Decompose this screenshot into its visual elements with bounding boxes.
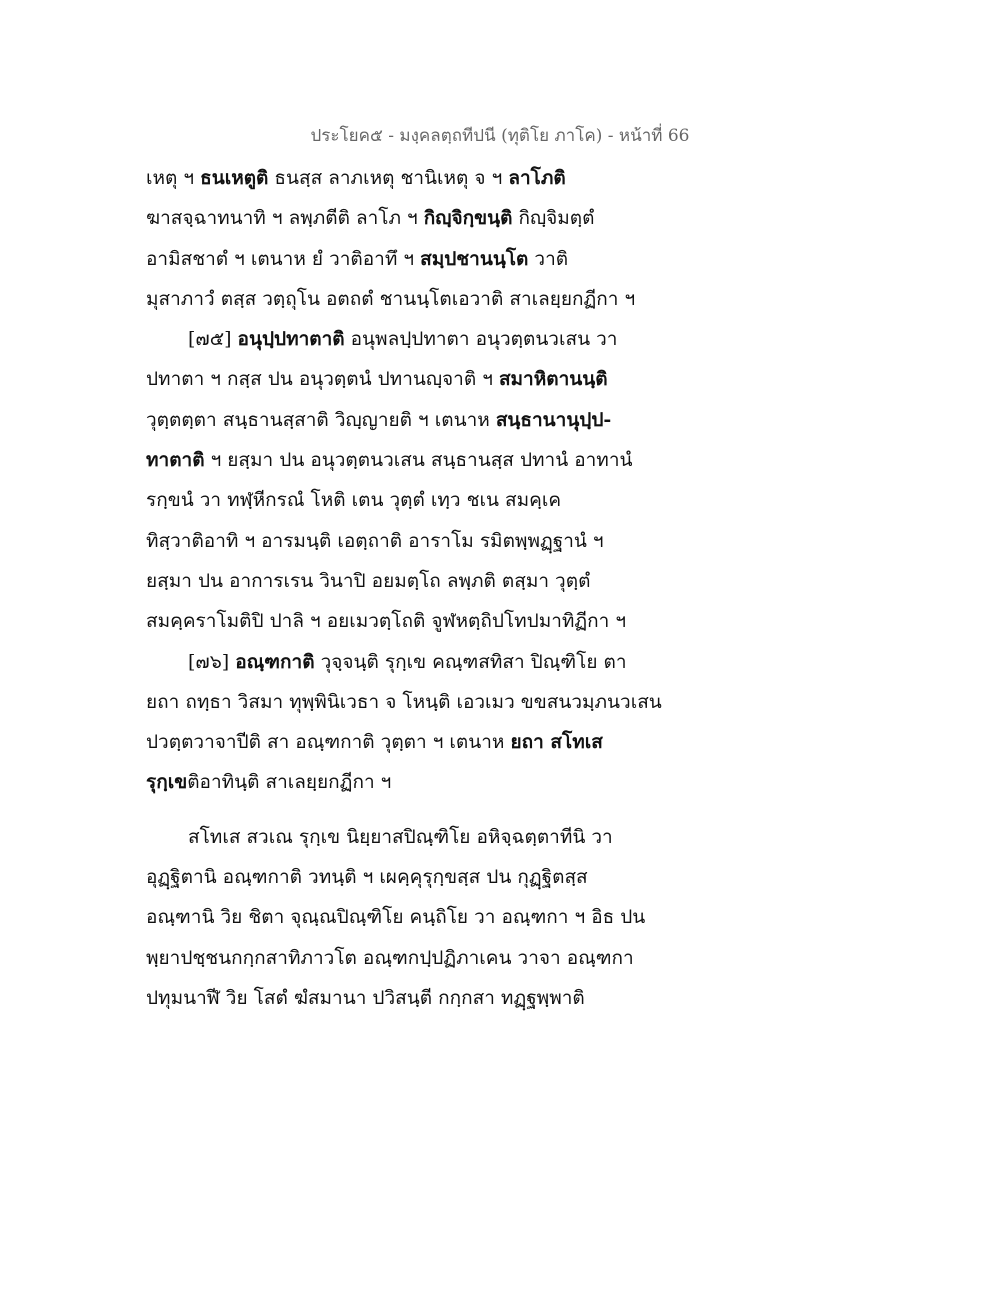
text-segment: ยถา ถทฺธา วิสมา ทุพฺพินิเวธา จ โหนฺติ เอวเมว ขขสนวมฺภนวเสน bbox=[146, 690, 662, 713]
headword: สมาหิตานนฺติ bbox=[498, 368, 608, 391]
running-header: ประโยค๕ - มงฺคลตฺถทีปนี (ทุติโย ภาโค) - หน้าที่ 66 bbox=[310, 126, 690, 146]
text-segment: ยสฺมา ปน อาการเรน วินาปิ อยมตฺโถ ลพฺภติ ตสฺมา วุตฺตํ bbox=[146, 569, 591, 592]
text-segment: ติอาทินฺติ สาเลยฺยกฏีกา ฯ bbox=[187, 771, 392, 794]
headword: สนฺธานานุปฺป- bbox=[495, 408, 612, 431]
text-segment: สโทเส สวเณ รุกฺเข นิยฺยาสปิณฺฑิโย อหิจฺฉตฺตาทีนิ วา bbox=[188, 825, 613, 848]
headword: อนุปฺปทาตาติ bbox=[237, 328, 345, 351]
text-segment: วาติ bbox=[528, 247, 569, 270]
text-segment: อณฺฑานิ วิย ชิตา จุณฺณปิณฺฑิโย คนฺถิโย วา อณฺฑกา ฯ อิธ ปน bbox=[146, 906, 646, 929]
headword: ทาตาติ bbox=[146, 449, 205, 472]
headword: กิญฺจิกฺขนฺติ bbox=[423, 207, 513, 230]
text-segment: ฆาสจฺฉาทนาทิ ฯ ลพฺภตีติ ลาโภ ฯ bbox=[146, 207, 424, 230]
headword: ลาโภติ bbox=[508, 167, 566, 189]
text-line bbox=[146, 857, 866, 897]
text-line bbox=[146, 521, 866, 561]
text-line bbox=[146, 198, 866, 238]
text-segment: [๗๖] bbox=[188, 650, 236, 673]
text-line bbox=[146, 722, 866, 762]
text-line bbox=[146, 319, 866, 359]
text-line bbox=[146, 279, 866, 319]
text-segment: รกฺขนํ วา ทฬฺหีกรณํ โหติ เตน วุตฺตํ เทฺว ชเน สมคฺเค bbox=[146, 489, 562, 512]
text-segment: กิญฺจิมตฺตํ bbox=[512, 207, 595, 230]
text-segment: อามิสชาตํ ฯ เตนาห ยํ วาติอาทึ ฯ bbox=[146, 247, 421, 270]
headword: ธนเหตูติ bbox=[200, 167, 269, 189]
text-segment: พฺยาปชฺชนกกฺกสาทิภาวโต อณฺฑกปฺปฏิภาเคน วาจา อณฺฑกา bbox=[146, 946, 634, 969]
text-line bbox=[146, 601, 866, 641]
text-line bbox=[146, 642, 866, 682]
text-line bbox=[146, 682, 866, 722]
text-segment: ทิสฺวาติอาทิ ฯ อารมนฺติ เอตฺถาติ อาราโม รมิตพฺพฏฺฐานํ ฯ bbox=[146, 529, 604, 552]
text-segment: อนุพลปฺปทาตา อนุวตฺตนวเสน วา bbox=[344, 328, 618, 351]
text-line bbox=[146, 817, 866, 857]
text-line bbox=[146, 158, 866, 198]
text-segment: ปทุมนาฬี วิย โสตํ ฆํสมานา ปวิสนฺตี กกฺกสา ทฏฺฐพฺพาติ bbox=[146, 986, 585, 1009]
text-segment: ปวตฺตวาจาปีติ สา อณฺฑกาติ วุตฺตา ฯ เตนาห bbox=[146, 731, 511, 754]
text-line bbox=[146, 440, 866, 480]
text-segment: ปทาตา ฯ กสฺส ปน อนุวตฺตนํ ปทานญฺจาติ ฯ bbox=[146, 368, 499, 391]
text-line bbox=[146, 561, 866, 601]
text-segment: สมคฺคราโมติปิ ปาลิ ฯ อยเมวตฺโถติ จูฬหตฺถิปโทปมาทิฏีกา ฯ bbox=[146, 610, 627, 633]
text-line bbox=[146, 239, 866, 279]
text-segment: วุจฺจนฺติ รุกฺเข คณฺฑสทิสา ปิณฺฑิโย ตา bbox=[314, 650, 627, 673]
headword: รุกฺเข bbox=[146, 771, 188, 794]
text-line bbox=[146, 400, 866, 440]
text-line bbox=[146, 897, 866, 937]
text-line bbox=[146, 978, 866, 1018]
text-segment: อุฏฺฐิตานิ อณฺฑกาติ วทนฺติ ฯ เผคฺคุรุกฺขสฺส ปน กุฏฺฐิตสฺส bbox=[146, 866, 588, 889]
text-line bbox=[146, 938, 866, 978]
text-line bbox=[146, 480, 866, 520]
headword: ยถา สโทเส bbox=[510, 731, 603, 754]
text-line bbox=[146, 762, 866, 802]
text-segment: [๗๕] bbox=[188, 328, 238, 351]
text-segment: วุตฺตตฺตา สนฺธานสฺสาติ วิญฺญายติ ฯ เตนาห bbox=[146, 408, 496, 431]
text-segment: ธนสฺส ลาภเหตุ ชานิเหตุ จ ฯ bbox=[268, 167, 509, 189]
headword: สมฺปชานนฺโต bbox=[420, 247, 529, 270]
text-segment: เหตุ ฯ bbox=[146, 167, 201, 189]
paragraph-gap bbox=[146, 803, 866, 817]
text-line bbox=[146, 359, 866, 399]
text-segment: มุสาภาวํ ตสฺส วตฺถุโน อตถตํ ชานนฺโตเอวาติ สาเลยฺยกฏีกา ฯ bbox=[146, 287, 636, 310]
body-text bbox=[146, 158, 866, 1018]
headword: อณฺฑกาติ bbox=[235, 650, 315, 673]
text-segment: ฯ ยสฺมา ปน อนุวตฺตนวเสน สนฺธานสฺส ปทานํ อาทานํ bbox=[204, 449, 633, 472]
